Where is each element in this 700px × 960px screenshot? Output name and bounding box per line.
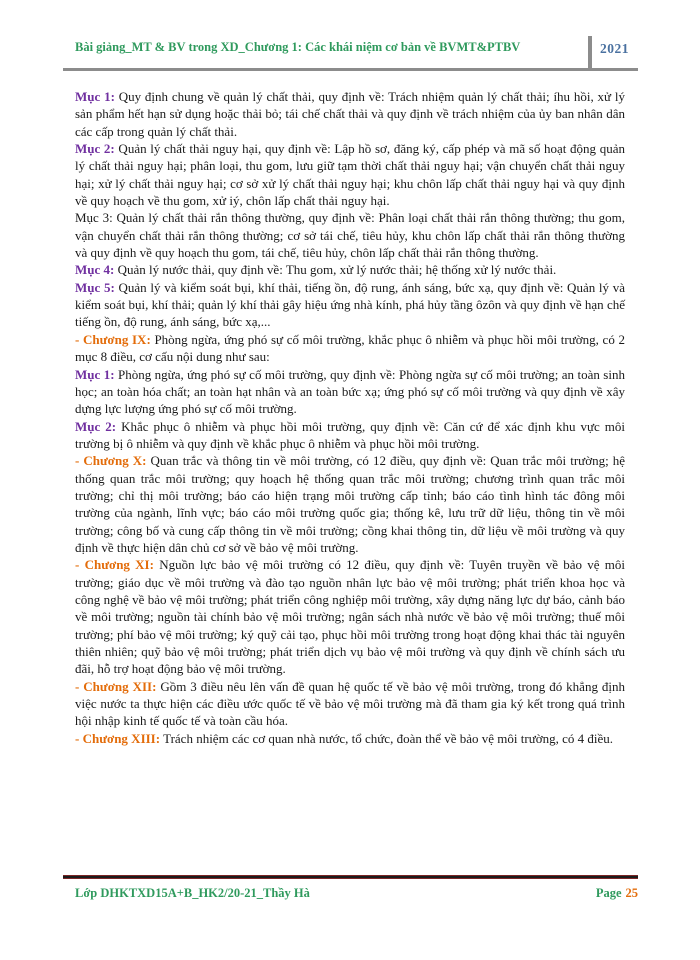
paragraph-text: Khắc phục ô nhiễm và phục hồi môi trường, quy định về: Căn cứ để xác định khu vực môi trường bị ô nhiễm và quy định về khắc phục ô nhiễm và phục hồi môi trường. [75, 418, 625, 451]
paragraph [75, 418, 625, 453]
paragraph-text: Gồm 3 điều nêu lên vấn đề quan hệ quốc tế về bảo vệ môi trường, trong đó khẳng định việc nước ta thực hiện các điều ước quốc tế về bảo vệ môi trường mà đã tham gia ký kết trong quá trình hội nhập kinh tế quốc tế và toàn cầu hóa. [75, 678, 626, 729]
paragraph [75, 279, 625, 331]
paragraph-label: - Chương XIII: [75, 730, 161, 746]
paragraph-text: Quản lý và kiểm soát bụi, khí thải, tiếng ồn, độ rung, ánh sáng, bức xạ, quy định về: Quản lý và kiểm soát bụi, khí thải; quản lý khí thải gây hiệu ứng nhà kính, phá hủy tầng ôzôn và quy định về hạn chế tiếng ồn, độ rung, ánh sáng, bức xạ,... [75, 279, 625, 330]
paragraph [75, 209, 625, 261]
footer-page-number: 25 [625, 886, 638, 900]
paragraph-text: Quản lý nước thải, quy định về: Thu gom, xử lý nước thải; hệ thống xử lý nước thải. [114, 262, 557, 278]
paragraph [75, 88, 625, 140]
paragraph [75, 140, 625, 209]
paragraph [75, 452, 625, 556]
paragraph-text: Phòng ngừa, ứng phó sự cố môi trường, khắc phục ô nhiễm và phục hồi môi trường, có 2 mục 8 điều, cơ cấu nội dung như sau: [75, 331, 625, 365]
footer-page-label: Page [595, 886, 622, 900]
paragraph-label: Mục 3: [75, 210, 113, 226]
paragraph [75, 366, 625, 418]
paragraph-text: Quy định chung về quản lý chất thải, quy định về: Trách nhiệm quản lý chất thải; íhu hồi, xử lý sản phẩm hết hạn sử dụng hoặc thải bỏ; tái chế chất thải và quy định về trách nhiệm của ủy ban nhân dân các cấp trong quản lý chất thải. [75, 89, 625, 139]
paragraph-label: - Chương XII: [75, 678, 157, 694]
paragraph-label: - Chương IX: [75, 331, 151, 347]
paragraph-label: Mục 4: [75, 262, 115, 278]
paragraph [75, 331, 625, 366]
footer-rule-bottom [63, 878, 638, 879]
paragraph-label: Mục 5: [75, 279, 115, 295]
document-body [75, 88, 625, 747]
paragraph [75, 678, 625, 730]
footer-rule [63, 875, 638, 879]
paragraph-label: Mục 1: [75, 89, 115, 104]
paragraph-label: Mục 2: [75, 141, 115, 157]
footer-class-info: Lớp DHKTXD15A+B_HK2/20-21_Thầy Hà [75, 886, 310, 900]
paragraph [75, 556, 625, 677]
header-year: 2021 [600, 41, 629, 56]
paragraph [75, 261, 625, 278]
paragraph-label: - Chương X: [75, 453, 147, 469]
paragraph [75, 730, 625, 747]
header-rule [63, 68, 638, 71]
footer-page-indicator [596, 886, 638, 901]
paragraph-text: Quản lý chất thải rắn thông thường, quy định về: Phân loại chất thải rắn thông thường; thu gom, vận chuyển chất thải rắn thông thường; cơ sở tái chế, tiêu hủy, khu chôn lấp chất thải rắn thông thường và quy định về quy hoạch thu gom, tái chế, tiêu hủy, chôn lấp chất thải rắn thông thường. [75, 210, 625, 261]
header-title: Bài giảng_MT & BV trong XD_Chương 1: Các khái niệm cơ bản về BVMT&PTBV [75, 40, 521, 54]
page-footer [75, 886, 638, 901]
paragraph-text: Trách nhiệm các cơ quan nhà nước, tổ chức, đoàn thể về bảo vệ môi trường, có 4 điều. [160, 730, 614, 746]
header-divider-bar [588, 36, 592, 68]
paragraph-text: Nguồn lực bảo vệ môi trường có 12 điều, quy định về: Tuyên truyền về bảo vệ môi trường; giáo dục về môi trường và đào tạo nguồn nhân lực bảo vệ môi trường; phát triển khoa học và công nghệ về bảo vệ môi trường; phát triển công nghiệp môi trường, xây dựng năng lực dự báo, cảnh báo về môi trường; nguồn tài chính bảo vệ môi trường; ngân sách nhà nước về bảo vệ môi trường; thuế môi trường; phí bảo vệ môi trường; ký quỹ cải tạo, phục hồi môi trường trong hoạt động khai thác tài nguyên thiên nhiên; quỹ bảo vệ môi trường; phát triển dịch vụ bảo vệ môi trường và quy định về chính sách ưu đãi, hỗ trợ hoạt động bảo vệ môi trường. [75, 557, 625, 677]
paragraph-label: Mục 1: [75, 366, 115, 382]
paragraph-text: Quản lý chất thải nguy hại, quy định về: Lập hồ sơ, đăng ký, cấp phép và mã số hoạt động quản lý chất thải nguy hại; phân loại, thu gom, lưu giữ tạm thời chất thải nguy hại; vận chuyển chất thải nguy hại; xử lý chất thải nguy hại; cơ sở xử lý chất thải nguy hại; khu chôn lấp chất thải nguy hại và quy định về quy hoạch về thu gom, xử iý, chôn lấp chất thải nguy hại. [75, 141, 625, 209]
paragraph-text: Phòng ngừa, ứng phó sự cố môi trường, quy định về: Phòng ngừa sự cố môi trường; an toàn sinh học; an toàn hóa chất; an toàn hạt nhân và an toàn bức xạ; ứng phó sự cố môi trường và quy định về xây dựng lực lượng ứng phó sự cố môi trường. [75, 366, 625, 417]
paragraph-label: - Chương XI: [75, 557, 154, 573]
paragraph-text: Quan trắc và thông tin về môi trường, có 12 điều, quy định về: Quan trắc môi trường; hệ thống quan trắc môi trường; quy hoạch hệ thống quan trắc môi trường; chương trình quan trắc môi trường; chỉ thị môi trường; báo cáo hiện trạng môi trường cấp tỉnh; báo cáo tình hình tác đông môi trường của ngành, lĩnh vực; báo cáo môi trường quốc gia; thống kê, lưu trữ dữ liệu, thông tin về môi trường; công bố và cung cấp thông tin về môi trường; cồng khai thông tin, dữ liệu về môi trường và quy định về thực hiện dân chủ cơ sở về bảo vệ môi trường. [75, 453, 625, 555]
paragraph-label: Mục 2: [75, 418, 117, 434]
